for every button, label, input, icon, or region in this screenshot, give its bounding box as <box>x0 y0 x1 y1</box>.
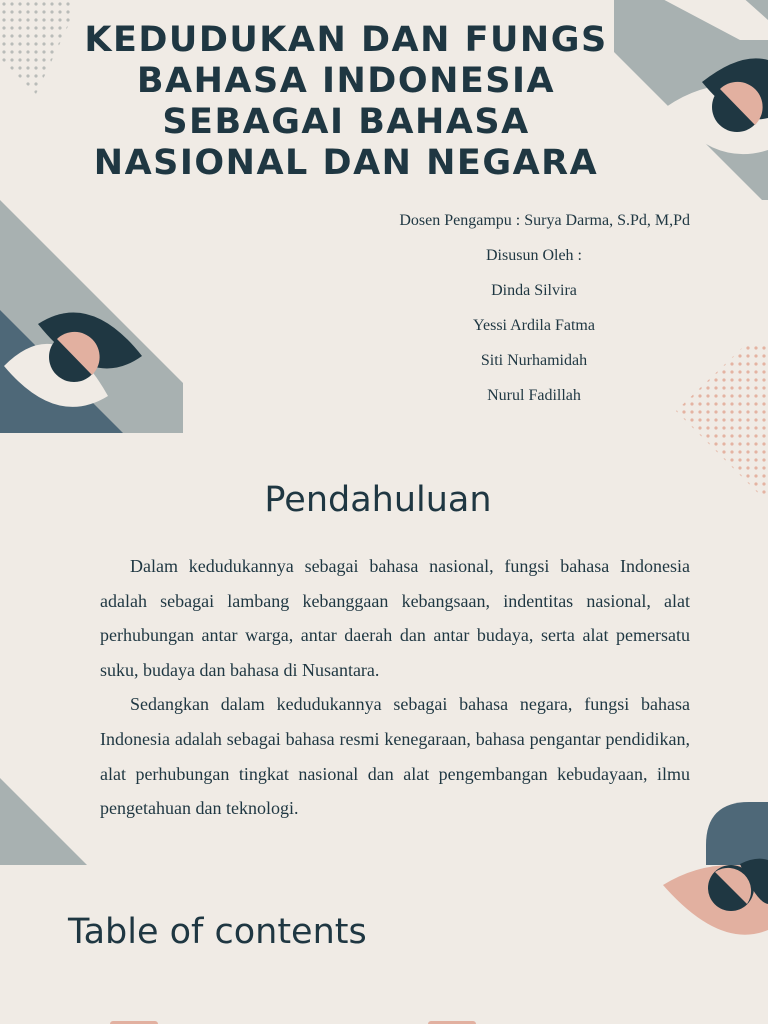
author-name: Yessi Ardila Fatma <box>473 317 595 334</box>
title-line: NASIONAL DAN NEGARA <box>93 143 599 183</box>
author-name: Dinda Silvira <box>491 282 577 299</box>
paragraph: Dalam kedudukannya sebagai bahasa nasional, fungsi bahasa Indonesia adalah sebagai lambang kebanggaan kebangsaan, indentitas nasional, alat perhubungan antar warga, antar daerah dan antar budaya, serta alat pemersatu suku, budaya dan bahasa di Nusantara. <box>100 556 690 680</box>
document-title <box>40 20 652 184</box>
title-line: SEBAGAI BAHASA <box>162 102 530 142</box>
author-name: Siti Nurhamidah <box>480 352 588 369</box>
title-line: BAHASA INDONESIA <box>136 61 556 101</box>
paragraph: Sedangkan dalam kedudukannya sebagai bahasa negara, fungsi bahasa Indonesia adalah sebagai bahasa resmi kenegaraan, bahasa pengantar pendidikan, alat perhubungan tingkat nasional dan alat pengembangan kebudayaan, ilmu pengetahuan dan teknologi. <box>100 694 690 819</box>
compiled-by-label: Disusun Oleh : <box>486 247 582 264</box>
credits-block <box>378 206 690 416</box>
section-heading-introduction: Pendahuluan <box>264 480 492 520</box>
introduction-body <box>100 549 690 826</box>
eye-icon <box>663 859 768 935</box>
lecturer-line: Dosen Pengampu : Surya Darma, S.Pd, M,Pd <box>399 212 690 229</box>
title-line: KEDUDUKAN DAN FUNGS <box>84 20 608 60</box>
shape-bottom-right <box>706 802 768 865</box>
shape-bottom-left <box>0 778 87 865</box>
author-name: Nurul Fadillah <box>487 387 581 404</box>
section-heading-table-of-contents: Table of contents <box>68 912 367 952</box>
